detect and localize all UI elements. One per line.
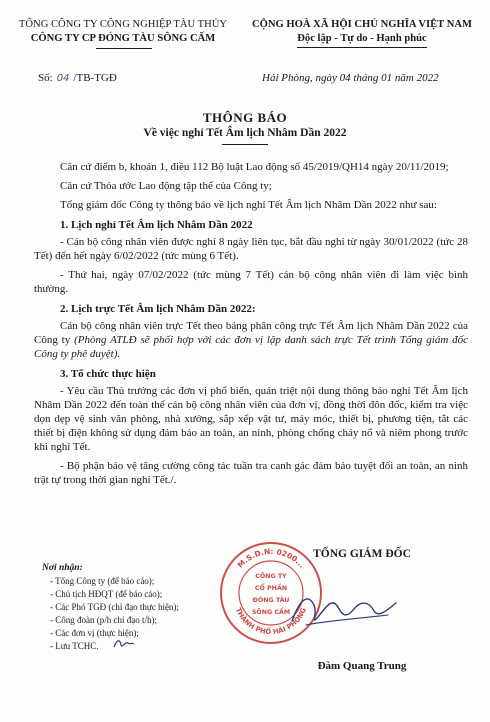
section-1-title: 1. Lịch nghỉ Tết Âm lịch Nhâm Dần 2022 xyxy=(60,219,253,231)
section-2-paragraph xyxy=(34,319,468,361)
organization-header xyxy=(18,18,228,46)
recipient-item: - Tổng Công ty (để báo cáo); xyxy=(50,576,155,586)
document-subtitle: Về việc nghỉ Tết Âm lịch Nhâm Dần 2022 xyxy=(143,127,347,139)
section-2-note: (Phòng ATLĐ sẽ phối hợp với các đơn vị lập danh sách trực Tết trình Tổng giám đốc Công ty phê duyệt). xyxy=(34,334,468,360)
document-body xyxy=(34,160,468,492)
recipients-title: Nơi nhận: xyxy=(42,563,83,573)
doc-number-handwritten: 04 xyxy=(56,73,70,84)
seal-bottom-text: THÀNH PHỐ HẢI PHÒNG xyxy=(234,606,308,637)
handwritten-signature-icon xyxy=(284,585,404,635)
doc-number-suffix: /TB-TGĐ xyxy=(73,72,117,84)
company-name: CÔNG TY CP ĐÓNG TÀU SÔNG CẤM xyxy=(30,33,216,44)
national-motto: Độc lập - Tự do - Hạnh phúc xyxy=(297,32,427,48)
legal-basis-2: Căn cứ Thỏa ước Lao động tập thể của Công ty; xyxy=(60,180,272,192)
recipient-item: - Các Phó TGĐ (chỉ đạo thực hiện); xyxy=(50,602,179,612)
section-2-text: Cán bộ công nhân viên trực Tết theo bảng phân công trực Tết Âm lịch Nhâm Dần 2022 của Công ty xyxy=(34,320,468,346)
recipient-item: - Lưu TCHC. xyxy=(50,641,99,651)
legal-basis-1: Căn cứ điểm b, khoản 1, điều 112 Bộ luật Lao động số 45/2019/QH14 ngày 20/11/2019; xyxy=(60,161,449,173)
intro-paragraph: Tổng giám đốc Công ty thông báo về lịch nghỉ Tết Âm lịch Nhâm Dần 2022 như sau: xyxy=(60,199,437,211)
seal-center-line: ĐÓNG TÀU xyxy=(252,597,290,604)
seal-center-line: SÔNG CẤM xyxy=(251,609,291,616)
seal-top-text: M.S.D.N: 0200... xyxy=(235,546,307,570)
recipients-block xyxy=(42,562,179,653)
country-name: CỘNG HOÀ XÃ HỘI CHỦ NGHĨA VIỆT NAM xyxy=(251,19,473,30)
section-3-title: 3. Tổ chức thực hiện xyxy=(60,368,156,380)
subtitle-rule xyxy=(222,144,268,145)
recipient-item: - Các đơn vị (thực hiện); xyxy=(50,628,139,638)
recipient-item: - Công đoàn (p/h chỉ đạo t/h); xyxy=(50,615,157,625)
section-3-item-2: - Bộ phận bảo vệ tăng cường công tác tuần tra canh gác đảm bảo tuyệt đối an toàn, an ninh trật tự trong thời gian nghỉ Tết./. xyxy=(34,460,468,486)
signer-title: TỔNG GIÁM ĐỐC xyxy=(313,548,411,560)
place-and-date: Hải Phòng, ngày 04 tháng 01 năm 2022 xyxy=(262,72,439,84)
section-1-item-1: - Cán bộ công nhân viên được nghỉ 8 ngày liên tục, bắt đầu nghỉ từ ngày 30/01/2022 (tức 28 Tết) đến hết ngày 6/02/2022 (tức mùng 6 Tết). xyxy=(34,236,468,262)
initial-mark-icon xyxy=(112,637,136,651)
document-title: THÔNG BÁO xyxy=(202,110,288,125)
header-underline xyxy=(96,48,152,49)
national-header xyxy=(244,18,480,48)
parent-org-name: TỔNG CÔNG TY CÔNG NGHIỆP TÀU THỦY xyxy=(18,19,228,30)
signer-name: Đàm Quang Trung xyxy=(317,660,407,672)
document-number xyxy=(38,72,117,84)
section-2-title: 2. Lịch trực Tết Âm lịch Nhâm Dần 2022: xyxy=(60,303,256,315)
recipient-item: - Chủ tịch HĐQT (để báo cáo); xyxy=(50,589,163,599)
seal-center-line: CỔ PHẦN xyxy=(254,585,288,592)
seal-center-line: CÔNG TY xyxy=(255,573,287,580)
section-3-item-1: - Yêu cầu Thủ trưởng các đơn vị phổ biến, quán triệt nội dung thông báo nghỉ Tết Âm lịch Nhâm Dần 2022 đến toàn thể cán bộ công nhân viên của đơn vị, đồng thời đôn đốc, kiểm tra việc dọn dẹp vệ sinh văn phòng, nhà xưởng, sắp xếp vật tư, máy móc, thiết bị, phương tiện, tắt các thiết bị điện không sử dụng đảm bảo an toàn, an ninh, phòng chống cháy nổ và niêm phong trước khi nghỉ Tết. xyxy=(34,385,468,453)
section-1-item-2: - Thứ hai, ngày 07/02/2022 (tức mùng 7 Tết) cán bộ công nhân viên đi làm việc bình thường. xyxy=(34,269,468,295)
doc-number-label: Số: xyxy=(38,72,53,84)
